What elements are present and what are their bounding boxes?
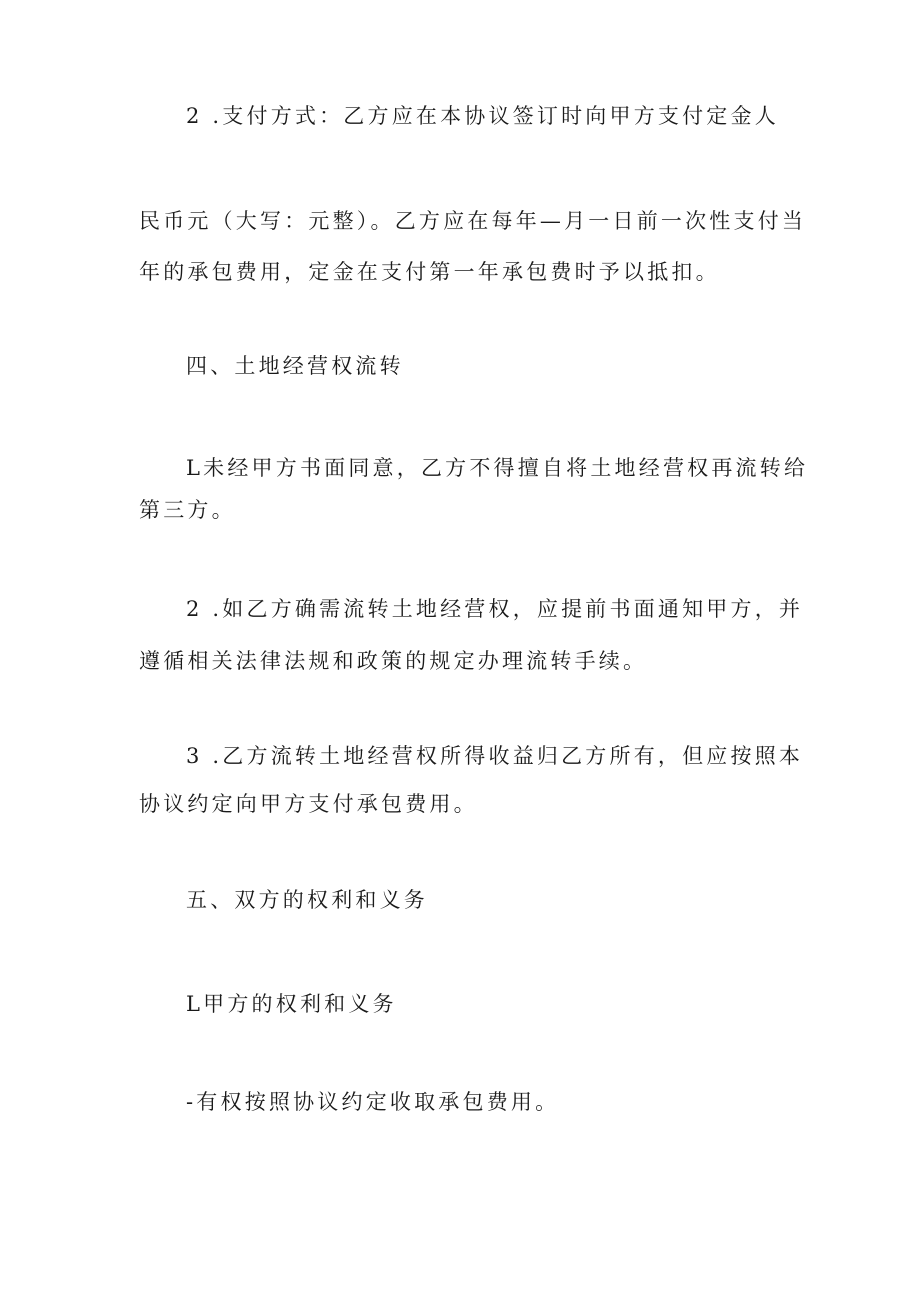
clause-3-line-2: 协议约定向甲方支付承包费用。: [139, 792, 478, 816]
paragraph-payment-method-line-1: 2 .支付方式：乙方应在本协议签订时向甲方支付定金人: [186, 104, 779, 128]
section-heading-land-transfer: 四、土地经营权流转: [186, 354, 404, 378]
item-collect-contract-fees: -有权按照协议约定收取承包费用。: [186, 1090, 560, 1114]
clause-2-line-2: 遵循相关法律法规和政策的规定办理流转手续。: [139, 649, 648, 673]
clause-1-line-2: 第三方。: [139, 498, 236, 522]
clause-1-line-1: L未经甲方书面同意，乙方不得擅自将土地经营权再流转给: [186, 456, 809, 480]
section-heading-rights-obligations: 五、双方的权利和义务: [186, 888, 428, 912]
clause-2-line-1: 2 .如乙方确需流转土地经营权，应提前书面通知甲方，并: [186, 597, 804, 621]
paragraph-payment-method-line-2: 民币元（大写：元整）。乙方应在每年—月一日前一次性支付当: [139, 209, 807, 233]
subsection-party-a-rights: L甲方的权利和义务: [186, 992, 397, 1016]
paragraph-payment-method-line-3: 年的承包费用，定金在支付第一年承包费时予以抵扣。: [139, 260, 720, 284]
clause-3-line-1: 3 .乙方流转土地经营权所得收益归乙方所有，但应按照本: [186, 744, 804, 768]
